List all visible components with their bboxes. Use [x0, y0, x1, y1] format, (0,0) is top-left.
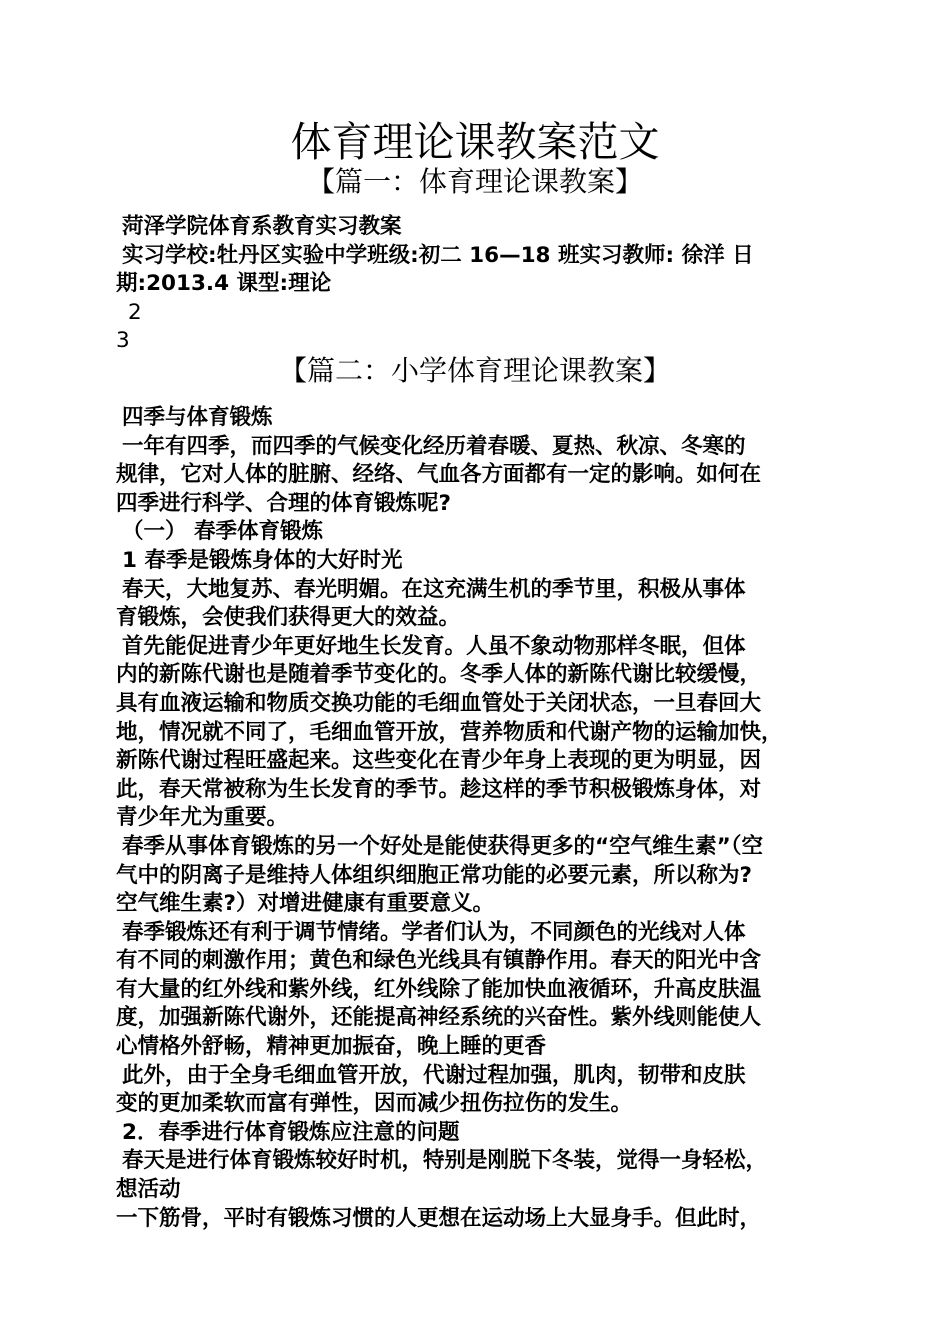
paragraph-line: 一年有四季，而四季的气候变化经历着春暖、夏热、秋凉、冬寒的 [122, 433, 746, 459]
paragraph-line: 变的更加柔软而富有弹性，因而减少扭伤拉伤的发生。 [116, 1091, 633, 1117]
paragraph-line: 内的新陈代谢也是随着季节变化的。冬季人体的新陈代谢比较缓慢， [116, 662, 762, 688]
paragraph-line: 菏泽学院体育系教育实习教案 [122, 214, 402, 239]
paragraph-line: 四季与体育锻炼 [122, 405, 273, 430]
paragraph-line: 有大量的红外线和紫外线，红外线除了能加快血液循环，升高皮肤温 [116, 976, 762, 1002]
paragraph-line: 四季进行科学、合理的体育锻炼呢? [116, 490, 451, 516]
paragraph-line: 具有血液运输和物质交换功能的毛细血管处于关闭状态，一旦春回大 [116, 690, 762, 716]
paragraph-line: 想活动 [116, 1177, 181, 1203]
paragraph-line: 地，情况就不同了，毛细血管开放，营养物质和代谢产物的运输加快， [116, 719, 783, 745]
paragraph-line: 2．春季进行体育锻炼应注意的问题 [122, 1119, 460, 1145]
section-1-body [116, 213, 856, 356]
paragraph-line: 心情格外舒畅，精神更加振奋，晚上睡的更香 [116, 1034, 547, 1060]
paragraph-line: 空气维生素?）对增进健康有重要意义。 [116, 891, 494, 917]
paragraph-line: 一下筋骨，平时有锻炼习惯的人更想在运动场上大显身手。但此时， [116, 1205, 762, 1231]
paragraph-line: 度，加强新陈代谢外，还能提高神经系统的兴奋性。紫外线则能使人 [116, 1005, 762, 1031]
paragraph-line: 春季从事体育锻炼的另一个好处是能使获得更多的“空气维生素”（空 [122, 833, 764, 859]
paragraph-line: 气中的阴离子是维持人体组织细胞正常功能的必要元素，所以称为? [116, 862, 752, 888]
paragraph-line: 规律，它对人体的脏腑、经络、气血各方面都有一定的影响。如何在 [116, 462, 762, 488]
paragraph-line: 育锻炼，会使我们获得更大的效益。 [116, 605, 461, 631]
section-heading-2: 【篇二：小学体育理论课教案】 [278, 354, 671, 387]
paragraph-line: 春天，大地复苏、春光明媚。在这充满生机的季节里，积极从事体 [122, 576, 746, 602]
paragraph-line: （一） 春季体育锻炼 [122, 519, 323, 545]
paragraph-line: 春天是进行体育锻炼较好时机，特别是刚脱下冬装，觉得一身轻松， [122, 1148, 768, 1174]
paragraph-line: 3 [116, 328, 130, 354]
paragraph-line: 青少年尤为重要。 [116, 805, 289, 831]
document-title: 体育理论课教案范文 [290, 118, 660, 166]
paragraph-line: 春季锻炼还有利于调节情绪。学者们认为，不同颜色的光线对人体 [122, 919, 746, 945]
paragraph-line: 实习学校:牡丹区实验中学班级:初二 16—18 班实习教师: 徐洋 日 [122, 242, 754, 268]
section-heading-1: 【篇一：体育理论课教案】 [306, 165, 643, 198]
paragraph-line: 首先能促进青少年更好地生长发育。人虽不象动物那样冬眠，但体 [122, 633, 746, 659]
paragraph-line: 此外，由于全身毛细血管开放，代谢过程加强，肌肉，韧带和皮肤 [122, 1062, 746, 1088]
paragraph-line: 有不同的刺激作用；黄色和绿色光线具有镇静作用。春天的阳光中含 [116, 948, 762, 974]
paragraph-line: 此，春天常被称为生长发育的季节。趁这样的季节积极锻炼身体，对 [116, 776, 762, 802]
paragraph-line: 1 春季是锻炼身体的大好时光 [122, 547, 403, 573]
paragraph-line: 新陈代谢过程旺盛起来。这些变化在青少年身上表现的更为明显，因 [116, 748, 762, 774]
paragraph-line: 期:2013.4 课型:理论 [116, 271, 332, 297]
paragraph-line: 2 [128, 299, 142, 325]
section-2-body [116, 404, 856, 1233]
